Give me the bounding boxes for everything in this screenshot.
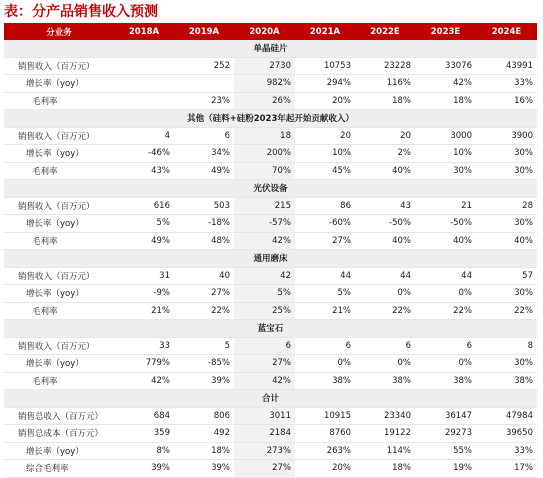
table-row	[4, 267, 537, 285]
value-cell: 23%	[174, 92, 234, 110]
value-cell: 40	[174, 267, 234, 285]
value-cell: 0%	[355, 285, 415, 303]
value-cell: 616	[114, 197, 174, 215]
row-label: 增长率（yoy）	[4, 215, 114, 233]
value-cell: 18	[234, 127, 295, 145]
value-cell: 10915	[295, 407, 355, 425]
value-cell: 982%	[234, 75, 295, 93]
value-cell: 684	[114, 407, 174, 425]
value-cell	[174, 75, 234, 93]
row-label: 增长率（yoy）	[4, 145, 114, 163]
value-cell: -60%	[295, 215, 355, 233]
row-label: 毛利率	[4, 372, 114, 390]
value-cell: 10%	[415, 145, 476, 163]
header-row	[4, 23, 537, 40]
table-row	[4, 57, 537, 75]
value-cell: 43	[355, 197, 415, 215]
value-cell: 49%	[114, 232, 174, 250]
value-cell: 42%	[114, 372, 174, 390]
value-cell: 6	[295, 337, 355, 355]
value-cell: 5	[174, 337, 234, 355]
value-cell: 5%	[295, 285, 355, 303]
value-cell: 48%	[174, 232, 234, 250]
table-row	[4, 355, 537, 373]
value-cell: 2%	[355, 145, 415, 163]
value-cell: 45%	[295, 162, 355, 180]
row-label: 销售总成本（百万元）	[4, 425, 114, 443]
value-cell: 3011	[234, 407, 295, 425]
section-header-row	[4, 250, 537, 268]
value-cell: 44	[295, 267, 355, 285]
value-cell: 49%	[174, 162, 234, 180]
value-cell: 8	[476, 337, 537, 355]
value-cell: -85%	[174, 355, 234, 373]
revenue-forecast-table	[4, 23, 537, 478]
value-cell: 57	[476, 267, 537, 285]
value-cell: 3900	[476, 127, 537, 145]
value-cell: 8760	[295, 425, 355, 443]
value-cell: 30%	[476, 145, 537, 163]
value-cell: 294%	[295, 75, 355, 93]
table-row	[4, 215, 537, 233]
value-cell: 0%	[295, 355, 355, 373]
value-cell: 22%	[174, 302, 234, 320]
section-title: 光伏设备	[4, 180, 537, 198]
value-cell: 36147	[415, 407, 476, 425]
value-cell: 27%	[295, 232, 355, 250]
section-title: 蓝宝石	[4, 320, 537, 338]
value-cell: 8%	[114, 442, 174, 460]
value-cell: 30%	[476, 285, 537, 303]
value-cell: 22%	[476, 302, 537, 320]
value-cell: 20	[355, 127, 415, 145]
value-cell: 779%	[114, 355, 174, 373]
value-cell: 4	[114, 127, 174, 145]
row-label: 销售总收入（百万元）	[4, 407, 114, 425]
value-cell: 33	[114, 337, 174, 355]
value-cell: 38%	[476, 372, 537, 390]
value-cell: 31	[114, 267, 174, 285]
header-cell-2018a: 2018A	[114, 23, 174, 40]
row-label: 毛利率	[4, 232, 114, 250]
value-cell: -9%	[114, 285, 174, 303]
value-cell: 6	[234, 337, 295, 355]
table-row	[4, 302, 537, 320]
value-cell: -57%	[234, 215, 295, 233]
table-row	[4, 162, 537, 180]
value-cell: 806	[174, 407, 234, 425]
value-cell: 30%	[476, 162, 537, 180]
table-row	[4, 442, 537, 460]
value-cell: 38%	[355, 372, 415, 390]
row-label: 综合毛利率	[4, 460, 114, 478]
table-row	[4, 127, 537, 145]
value-cell: 2730	[234, 57, 295, 75]
value-cell: 38%	[295, 372, 355, 390]
section-title: 单晶硅片	[4, 40, 537, 57]
value-cell: 40%	[355, 162, 415, 180]
value-cell: 17%	[476, 460, 537, 478]
value-cell: 44	[355, 267, 415, 285]
value-cell: 40%	[476, 232, 537, 250]
value-cell: 44	[415, 267, 476, 285]
value-cell: 263%	[295, 442, 355, 460]
table-row	[4, 92, 537, 110]
table-row	[4, 407, 537, 425]
value-cell: 3000	[415, 127, 476, 145]
value-cell: 39%	[174, 372, 234, 390]
row-label: 销售收入（百万元）	[4, 197, 114, 215]
table-row	[4, 337, 537, 355]
table-row	[4, 197, 537, 215]
row-label: 销售收入（百万元）	[4, 337, 114, 355]
value-cell: -50%	[415, 215, 476, 233]
header-cell-2021a: 2021A	[295, 23, 355, 40]
value-cell: 6	[415, 337, 476, 355]
section-header-row	[4, 180, 537, 198]
row-label: 毛利率	[4, 92, 114, 110]
value-cell: 28	[476, 197, 537, 215]
value-cell: 55%	[415, 442, 476, 460]
value-cell: 47984	[476, 407, 537, 425]
value-cell: 0%	[415, 355, 476, 373]
header-cell-2019a: 2019A	[174, 23, 234, 40]
value-cell: 20	[295, 127, 355, 145]
value-cell: 30%	[476, 215, 537, 233]
value-cell: 30%	[415, 162, 476, 180]
value-cell: 22%	[415, 302, 476, 320]
value-cell: 10753	[295, 57, 355, 75]
value-cell: 273%	[234, 442, 295, 460]
section-header-row	[4, 390, 537, 408]
value-cell: 0%	[415, 285, 476, 303]
value-cell	[114, 57, 174, 75]
value-cell: 33076	[415, 57, 476, 75]
value-cell: 5%	[114, 215, 174, 233]
value-cell: 21	[415, 197, 476, 215]
value-cell: 29273	[415, 425, 476, 443]
value-cell: 19122	[355, 425, 415, 443]
value-cell: 22%	[355, 302, 415, 320]
value-cell: 18%	[174, 442, 234, 460]
row-label: 增长率（yoy）	[4, 75, 114, 93]
value-cell: 6	[355, 337, 415, 355]
table-row	[4, 285, 537, 303]
row-label: 销售收入（百万元）	[4, 57, 114, 75]
value-cell: 25%	[234, 302, 295, 320]
value-cell: 70%	[234, 162, 295, 180]
value-cell: 20%	[295, 92, 355, 110]
value-cell: 18%	[415, 92, 476, 110]
value-cell: 503	[174, 197, 234, 215]
value-cell: 2184	[234, 425, 295, 443]
section-header-row	[4, 320, 537, 338]
row-label: 增长率（yoy）	[4, 285, 114, 303]
value-cell: 0%	[355, 355, 415, 373]
value-cell: 27%	[234, 355, 295, 373]
header-cell-segment: 分业务	[4, 23, 114, 40]
value-cell: 5%	[234, 285, 295, 303]
value-cell: 26%	[234, 92, 295, 110]
value-cell: -18%	[174, 215, 234, 233]
header-cell-2022e: 2022E	[355, 23, 415, 40]
value-cell: 23340	[355, 407, 415, 425]
value-cell: 200%	[234, 145, 295, 163]
section-title: 其他（硅料+硅粉2023年起开始贡献收入）	[4, 110, 537, 128]
table-row	[4, 460, 537, 478]
value-cell	[114, 92, 174, 110]
value-cell: 18%	[355, 460, 415, 478]
value-cell: 86	[295, 197, 355, 215]
value-cell: 39%	[114, 460, 174, 478]
value-cell: 42%	[234, 372, 295, 390]
header-cell-2020a: 2020A	[234, 23, 295, 40]
row-label: 毛利率	[4, 162, 114, 180]
value-cell: 40%	[355, 232, 415, 250]
value-cell: 23228	[355, 57, 415, 75]
value-cell: 43991	[476, 57, 537, 75]
value-cell: 30%	[476, 355, 537, 373]
value-cell: 39650	[476, 425, 537, 443]
header-cell-2023e: 2023E	[415, 23, 476, 40]
value-cell: 27%	[174, 285, 234, 303]
value-cell: 39%	[174, 460, 234, 478]
value-cell: 33%	[476, 75, 537, 93]
value-cell: 116%	[355, 75, 415, 93]
value-cell: 34%	[174, 145, 234, 163]
value-cell: -46%	[114, 145, 174, 163]
section-header-row	[4, 110, 537, 128]
table-row	[4, 372, 537, 390]
value-cell: 40%	[415, 232, 476, 250]
section-title: 合计	[4, 390, 537, 408]
value-cell: 43%	[114, 162, 174, 180]
row-label: 销售收入（百万元）	[4, 127, 114, 145]
value-cell: 10%	[295, 145, 355, 163]
row-label: 增长率（yoy）	[4, 355, 114, 373]
value-cell: 114%	[355, 442, 415, 460]
table-body	[4, 40, 537, 477]
value-cell: 16%	[476, 92, 537, 110]
row-label: 销售收入（百万元）	[4, 267, 114, 285]
section-title: 通用磨床	[4, 250, 537, 268]
table-row	[4, 425, 537, 443]
value-cell: 215	[234, 197, 295, 215]
table-row	[4, 75, 537, 93]
value-cell: 42	[234, 267, 295, 285]
value-cell: 21%	[295, 302, 355, 320]
value-cell: 33%	[476, 442, 537, 460]
value-cell: -50%	[355, 215, 415, 233]
section-header-row	[4, 40, 537, 57]
header-cell-2024e: 2024E	[476, 23, 537, 40]
value-cell	[114, 75, 174, 93]
value-cell: 359	[114, 425, 174, 443]
table-row	[4, 232, 537, 250]
value-cell: 27%	[234, 460, 295, 478]
value-cell: 42%	[234, 232, 295, 250]
value-cell: 19%	[415, 460, 476, 478]
row-label: 增长率（yoy）	[4, 442, 114, 460]
value-cell: 6	[174, 127, 234, 145]
value-cell: 492	[174, 425, 234, 443]
row-label: 毛利率	[4, 302, 114, 320]
table-row	[4, 145, 537, 163]
table-title: 表：分产品销售收入预测	[4, 4, 158, 20]
value-cell: 38%	[415, 372, 476, 390]
value-cell: 21%	[114, 302, 174, 320]
value-cell: 18%	[355, 92, 415, 110]
value-cell: 252	[174, 57, 234, 75]
value-cell: 20%	[295, 460, 355, 478]
value-cell: 42%	[415, 75, 476, 93]
